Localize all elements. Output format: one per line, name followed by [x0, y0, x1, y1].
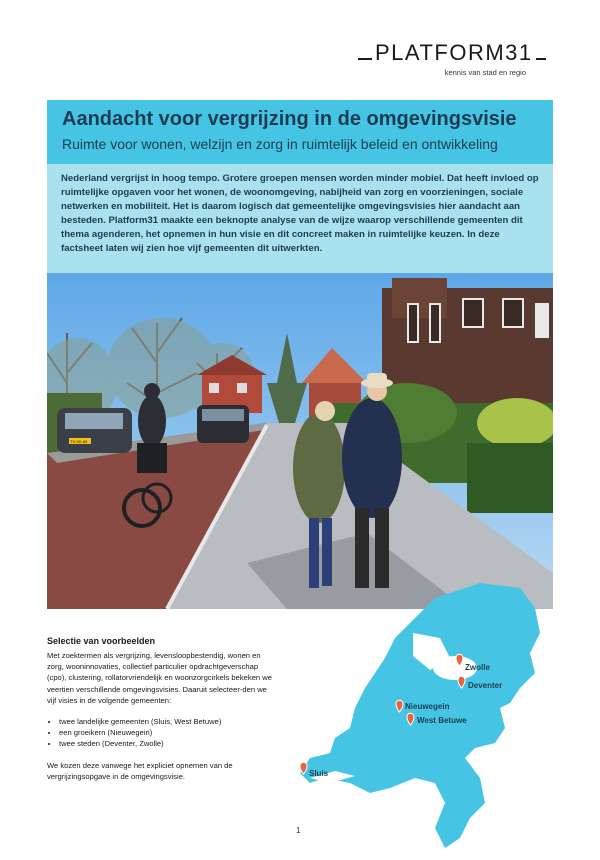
license-plate: TV-XK-89	[70, 439, 88, 444]
list-item: • twee landelijke gemeenten (Sluis, West Betuwe)	[59, 716, 277, 727]
title-banner	[47, 100, 553, 164]
selection-section	[47, 636, 277, 782]
platform31-logo	[358, 38, 554, 77]
pin-label-west-betuwe: West Betuwe	[417, 716, 467, 725]
netherlands-map-svg	[295, 578, 557, 850]
selection-closing: We kozen deze vanwege het expliciet opnemen van de vergrijzingsopgave in de omgevingsvisie.	[47, 760, 233, 781]
pin-nieuwegein	[396, 700, 450, 712]
selection-list	[47, 716, 277, 750]
page-title: Aandacht voor vergrijzing in de omgevingsvisie	[62, 108, 517, 130]
street-photo-illustration	[47, 273, 553, 609]
pin-label-zwolle: Zwolle	[465, 663, 490, 672]
pin-label-nieuwegein: Nieuwegein	[405, 702, 450, 711]
street-photo	[47, 273, 553, 609]
logo-tagline: kennis van stad en regio	[444, 68, 526, 77]
selection-heading: Selectie van voorbeelden	[47, 636, 156, 646]
selection-paragraph: Met zoektermen als vergrijzing, levensloopbestendig, wonen en zorg, wooninnovaties, collectief particulier opdrachtgeverschap (cpo), clustering, rollatorvriendelijk en woonzorgcirkels bekeken we veertien verschillende omgevingsvisies. Daaruit selecteer-den we vijf visies in de volgende gemeenten:	[47, 651, 272, 705]
logo-wordmark: PLATFORM31	[375, 40, 533, 65]
logo-bar-right	[536, 58, 546, 60]
pin-label-deventer: Deventer	[468, 681, 503, 690]
list-item: • twee steden (Deventer, Zwolle)	[59, 738, 277, 749]
intro-box	[47, 164, 553, 273]
list-item: • een groeikern (Nieuwegein)	[59, 727, 277, 738]
netherlands-map	[295, 578, 557, 850]
pin-label-sluis: Sluis	[309, 769, 329, 778]
page-number: 1	[296, 826, 301, 835]
intro-text: Nederland vergrijst in hoog tempo. Grotere groepen mensen worden minder mobiel. Dat heeft invloed op ruimtelijke opgaven voor het wonen, de woonomgeving, nabijheid van zorg en voorzieningen, sociale netwerken en mobiliteit. Het is daarom logisch dat gemeentelijke omgevingsvisies hier aandacht aan besteden. Platform31 maakte een beknopte analyse van de wijze waarop verschillende gemeenten dit thema agenderen, het opnemen in hun visie en dit concreet maken in ruimtelijke keuzen. In deze factsheet laten wij zien hoe vijf gemeenten dit uitwerkten.	[61, 173, 539, 254]
logo-bar-left	[358, 58, 372, 60]
page-subtitle: Ruimte voor wonen, welzijn en zorg in ruimtelijk beleid en ontwikkeling	[62, 136, 498, 152]
